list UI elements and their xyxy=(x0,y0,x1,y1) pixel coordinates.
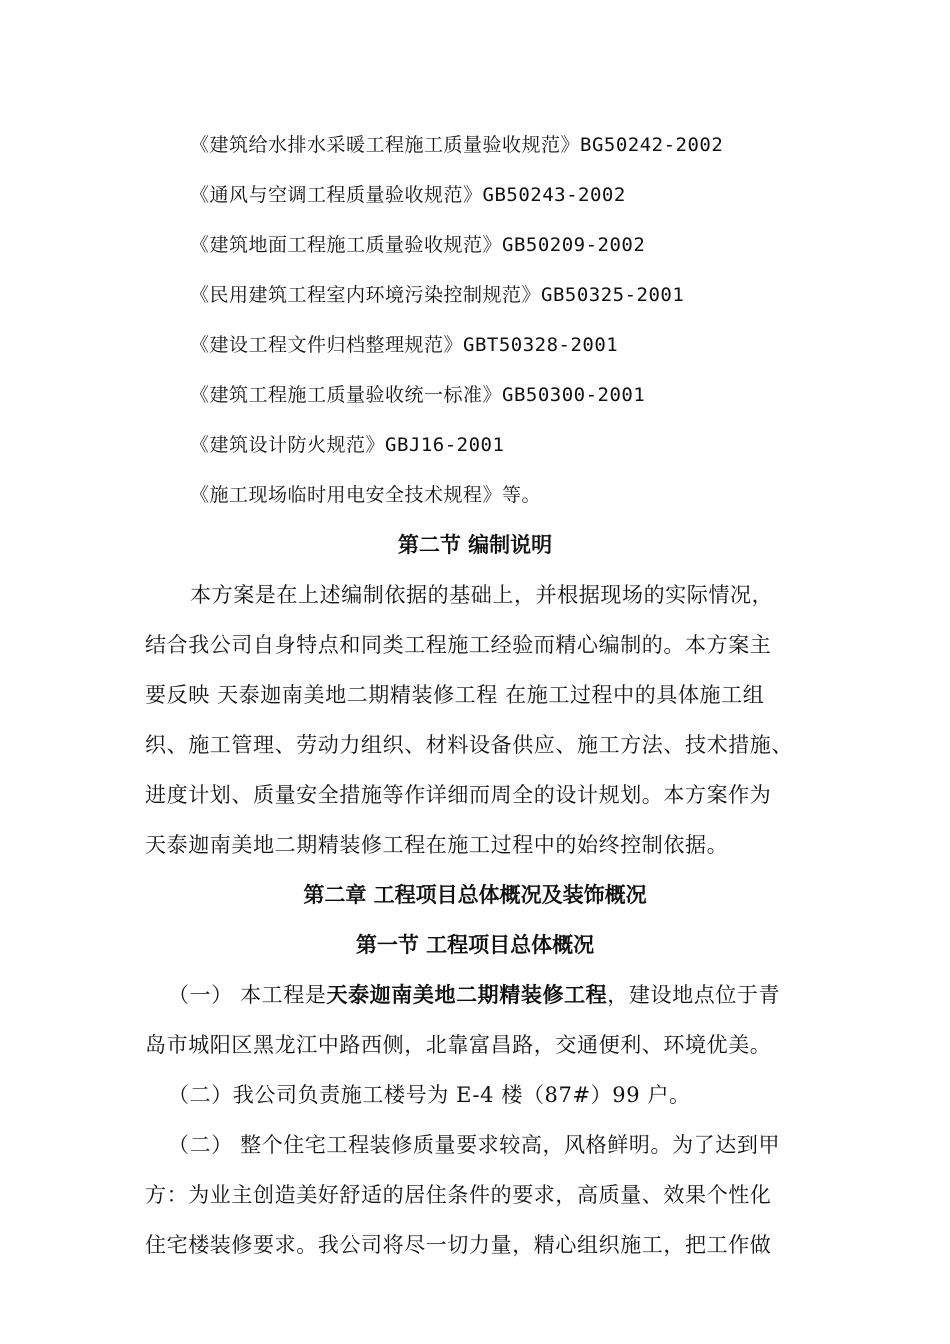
chapter-title: 第二章 工程项目总体概况及装饰概况 xyxy=(303,883,647,907)
paragraph-line xyxy=(168,980,780,1010)
paragraph-line: 天泰迦南美地二期精装修工程在施工过程中的始终控制依据。 xyxy=(145,833,729,857)
paragraph-line: 织、施工管理、劳动力组织、材料设备供应、施工方法、技术措施、 xyxy=(145,733,793,757)
paragraph-line: 结合我公司自身特点和同类工程施工经验而精心编制的。本方案主 xyxy=(145,633,772,657)
paragraph-line: 要反映 天泰迦南美地二期精装修工程 在施工过程中的具体施工组 xyxy=(145,683,765,707)
standard-item: 《建筑工程施工质量验收统一标准》GB50300-2001 xyxy=(190,384,646,406)
item-text: ，建设地点位于青 xyxy=(607,983,781,1007)
paragraph-line: （二）我公司负责施工楼号为 E-4 楼（87#）99 户。 xyxy=(168,1083,691,1107)
paragraph-line: 方：为业主创造美好舒适的居住条件的要求，高质量、效果个性化 xyxy=(145,1183,772,1207)
paragraph-line: 进度计划、质量安全措施等作详细而周全的设计规划。本方案作为 xyxy=(145,783,772,807)
standard-item: 《建筑给水排水采暖工程施工质量验收规范》BG50242-2002 xyxy=(190,134,724,156)
section-title: 第一节 工程项目总体概况 xyxy=(355,933,595,957)
section-title: 第二节 编制说明 xyxy=(397,533,553,557)
standard-item: 《建设工程文件归档整理规范》GBT50328-2001 xyxy=(190,334,619,356)
standard-item: 《民用建筑工程室内环境污染控制规范》GB50325-2001 xyxy=(190,284,685,306)
standard-item: 《建筑设计防火规范》GBJ16-2001 xyxy=(190,434,505,456)
standard-item: 《施工现场临时用电安全技术规程》等。 xyxy=(190,484,542,506)
standard-item: 《通风与空调工程质量验收规范》GB50243-2002 xyxy=(190,184,626,206)
paragraph-line: 住宅楼装修要求。我公司将尽一切力量，精心组织施工，把工作做 xyxy=(145,1233,772,1257)
item-text: （一） 本工程是 xyxy=(168,983,327,1007)
project-name: 天泰迦南美地二期精装修工程 xyxy=(326,983,608,1007)
paragraph-line: 本方案是在上述编制依据的基础上，并根据现场的实际情况， xyxy=(190,583,774,607)
paragraph-line: 岛市城阳区黑龙江中路西侧，北靠富昌路，交通便利、环境优美。 xyxy=(145,1033,772,1057)
standard-item: 《建筑地面工程施工质量验收规范》GB50209-2002 xyxy=(190,234,646,256)
paragraph-line: （二） 整个住宅工程装修质量要求较高，风格鲜明。为了达到甲 xyxy=(168,1133,781,1157)
